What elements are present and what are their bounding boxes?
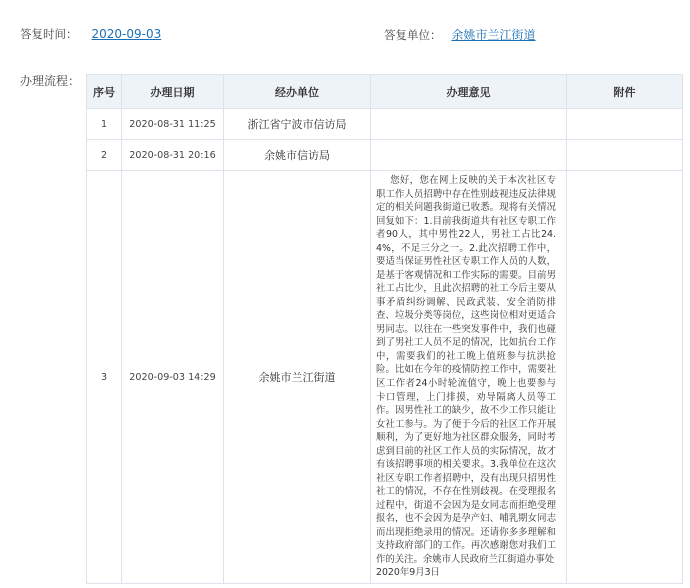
- table-row: [87, 109, 683, 140]
- opinion-text: [376, 174, 556, 579]
- header-attachment: 附件: [567, 75, 683, 109]
- process-table: [86, 74, 683, 584]
- header-date: 办理日期: [122, 75, 224, 109]
- process-label: 办理流程：: [20, 74, 81, 88]
- reply-time: [20, 26, 161, 42]
- opinion-body: 您好，您在网上反映的关于本次社区专职工作人员招聘中存在性别歧视违反法律规定的相关问题我街道已收悉。现将有关情况回复如下：1.目前我街道共有社区专职工作者90人，其中男性22人，男社工占比24.4%，不足三分之一。2.此次招聘工作中，要适当保证男性社区专职工作人员的人数，是基于客观情况和工作实际的需要。目前男社工占比少，且此次招聘的社工今后主要从事矛盾纠纷调解、民政武装、安全消防排查、垃圾分类等岗位，这些岗位相对更适合男同志。以往在一些突发事件中，我们也碰到了男社工人员不足的情况，比如抗台工作中，需要我们的社工晚上值班参与抗洪抢险。比如在今年的疫情防控工作中，需要社区工作者24小时轮流值守，晚上也要参与卡口管理，上门排摸，劝导隔离人员等工作。因男性社工的缺少，故不少工作只能让女社工参与。为了便于今后的社区工作开展顺利，为了更好地为社区群众服务，同时考虑到目前的社区工作人员的实际情况，故才有该招聘事项的相关要求。3.我单位在这次社区专职工作者招聘中，没有出现只招男性社工的情况，不存在性别歧视。在受理报名过程中，街道不会因为是女同志而拒绝受理报名，也不会因为是孕产妇、哺乳期女同志而出现拒绝录用的情况。还请你多多理解和支持政府部门的工作。再次感谢您对我们工作的关注。余姚市人民政府兰江街道办事处: [376, 175, 556, 565]
- table-header-row: [87, 75, 683, 109]
- cell-unit: 余姚市信访局: [224, 140, 371, 171]
- header-opinion: 办理意见: [371, 75, 567, 109]
- opinion-date: 2020年9月3日: [376, 567, 440, 579]
- table-row: [87, 140, 683, 171]
- cell-opinion: [371, 171, 567, 584]
- cell-date: 2020-09-03 14:29: [122, 171, 224, 584]
- cell-attachment: [567, 140, 683, 171]
- cell-opinion: [371, 109, 567, 140]
- header-no: 序号: [87, 75, 122, 109]
- cell-date: 2020-08-31 20:16: [122, 140, 224, 171]
- cell-no: 3: [87, 171, 122, 584]
- reply-unit-link[interactable]: 余姚市兰江街道: [451, 28, 536, 42]
- table-row: [87, 171, 683, 584]
- cell-opinion: [371, 140, 567, 171]
- cell-unit: 浙江省宁波市信访局: [224, 109, 371, 140]
- cell-date: 2020-08-31 11:25: [122, 109, 224, 140]
- reply-time-label: 答复时间：: [20, 27, 78, 41]
- cell-no: 2: [87, 140, 122, 171]
- cell-no: 1: [87, 109, 122, 140]
- reply-time-link[interactable]: 2020-09-03: [91, 27, 162, 41]
- cell-attachment: [567, 109, 683, 140]
- header-unit: 经办单位: [224, 75, 371, 109]
- cell-unit: 余姚市兰江街道: [224, 171, 371, 584]
- cell-attachment: [567, 171, 683, 584]
- reply-unit: [384, 26, 536, 43]
- reply-unit-label: 答复单位：: [384, 28, 442, 42]
